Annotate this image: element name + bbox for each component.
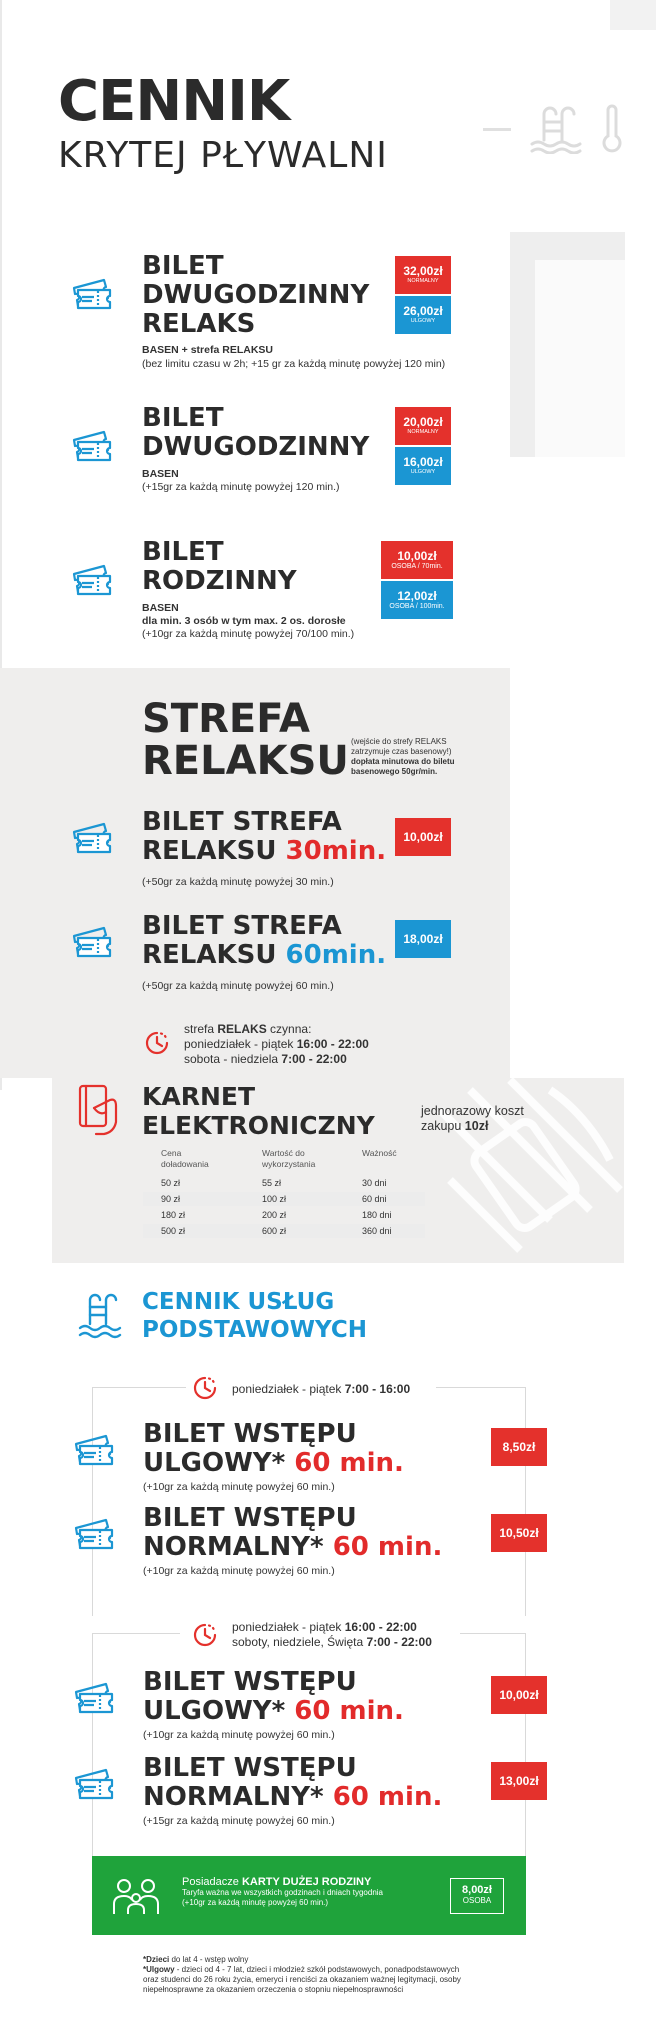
ticket-icon xyxy=(70,924,116,960)
price-badge-normal: 20,00zł NORMALNY xyxy=(395,407,451,445)
card-hand-icon xyxy=(76,1082,126,1138)
footnotes: *Dzieci do lat 4 - wstęp wolny *Ulgowy - dzieci od 4 - 7 lat, dzieci i młodzież szkół podstawowych, ponadpodstawowych oraz studenci do 26 roku życia, emeryci i renciści za okazaniem ważnej legitymacji, osoby niepełnosprawne za okazaniem orzeczenia o stopniu niepełnosprawności xyxy=(143,1955,461,1994)
ticket-title: BILET RODZINNY xyxy=(142,537,297,596)
price-badge-100min: 12,00zł OSOBA / 100min. xyxy=(381,581,453,619)
ticket-icon xyxy=(70,276,116,312)
entry-ticket-title: BILET WSTĘPU NORMALNY* 60 min. xyxy=(143,1753,443,1812)
page-title: CENNIK xyxy=(58,69,290,134)
entry-ticket-title: BILET WSTĘPU ULGOWY* 60 min. xyxy=(143,1419,404,1478)
pool-ladder-icon xyxy=(78,1290,126,1340)
karnet-hand-pattern xyxy=(430,1070,624,1270)
ticket-title: BILET DWUGODZINNY RELAKS xyxy=(142,251,370,339)
ticket-desc: (+15gr za każdą minutę powyżej 120 min.) xyxy=(142,481,340,493)
ticket-desc: (+10gr za każdą minutę powyżej 70/100 min.) xyxy=(142,628,355,640)
ticket-desc-bold: BASEN xyxy=(142,468,179,480)
karnet-col-header: Wartość do wykorzystania xyxy=(262,1148,316,1169)
relax-note: (wejście do strefy RELAKS zatrzymuje czas basenowy!) dopłata minutowa do biletu basenowego 50gr/min. xyxy=(351,737,455,776)
ticket-icon xyxy=(72,1680,118,1716)
period-hours: poniedziałek - piątek 7:00 - 16:00 xyxy=(232,1382,411,1396)
family-card-price: 8,00zł OSOBA xyxy=(450,1878,504,1914)
ticket-desc: (+10gr za każdą minutę powyżej 60 min.) xyxy=(143,1481,335,1493)
ticket-icon xyxy=(70,820,116,856)
table-row: 50 zł 55 zł 30 dni xyxy=(161,1178,387,1188)
price-badge: 10,00zł xyxy=(491,1676,547,1714)
price-badge: 10,50zł xyxy=(491,1514,547,1552)
price-badge: 8,50zł xyxy=(491,1428,547,1466)
thermometer-icon xyxy=(600,104,624,154)
price-badge: 10,00zł xyxy=(395,818,451,856)
price-badge-reduced: 16,00zł ULGOWY xyxy=(395,447,451,485)
price-badge-normal: 32,00zł NORMALNY xyxy=(395,256,451,294)
ticket-icon xyxy=(72,1766,118,1802)
family-card-text: Posiadacze KARTY DUŻEJ RODZINY Taryfa ważna we wszystkich godzinach i dniach tygodnia (+10gr za każdą minutę powyżej 60 min.) xyxy=(182,1876,383,1907)
ticket-desc: (+10gr za każdą minutę powyżej 60 min.) xyxy=(143,1565,335,1577)
ticket-icon xyxy=(70,562,116,598)
price-badge-reduced: 26,00zł ULGOWY xyxy=(395,296,451,334)
ticket-desc: (+15gr za każdą minutę powyżej 60 min.) xyxy=(143,1815,335,1827)
relax-ticket-title: BILET STREFA RELAKSU 60min. xyxy=(142,911,387,970)
entry-ticket-title: BILET WSTĘPU NORMALNY* 60 min. xyxy=(143,1503,443,1562)
ticket-icon xyxy=(72,1432,118,1468)
deco-white-inset xyxy=(535,260,625,457)
karnet-col-header: Cena doładowania xyxy=(161,1148,209,1169)
karnet-cost: jednorazowy koszt zakupu 10zł xyxy=(421,1104,524,1133)
price-badge-70min: 10,00zł OSOBA / 70min. xyxy=(381,541,453,579)
ticket-desc-bold: dla min. 3 osób w tym max. 2 os. dorosłe xyxy=(142,615,346,627)
clock-icon xyxy=(192,1375,218,1401)
basic-title: CENNIK USŁUG PODSTAWOWYCH xyxy=(142,1289,367,1343)
ticket-desc-bold: BASEN xyxy=(142,602,179,614)
table-row: 90 zł 100 zł 60 dni xyxy=(143,1192,425,1206)
relax-hours: strefa RELAKS czynna: poniedziałek - piątek 16:00 - 22:00 sobota - niedziela 7:00 - 22:00 xyxy=(184,1022,369,1066)
top-right-strip xyxy=(610,0,656,30)
ticket-desc: (+50gr za każdą minutę powyżej 60 min.) xyxy=(142,980,334,992)
table-row: 500 zł 600 zł 360 dni xyxy=(143,1224,425,1238)
price-badge: 13,00zł xyxy=(491,1762,547,1800)
table-row: 180 zł 200 zł 180 dni xyxy=(161,1210,392,1220)
family-card-banner xyxy=(92,1856,526,1935)
ticket-desc: (+50gr za każdą minutę powyżej 30 min.) xyxy=(142,876,334,888)
ticket-desc: (+10gr za każdą minutę powyżej 60 min.) xyxy=(143,1729,335,1741)
karnet-col-header: Ważność xyxy=(362,1148,397,1158)
karnet-title: KARNET ELEKTRONICZNY xyxy=(142,1082,375,1140)
pool-ladder-icon xyxy=(530,104,586,154)
ticket-icon xyxy=(70,428,116,464)
clock-icon xyxy=(144,1030,170,1056)
ticket-desc-bold: BASEN + strefa RELAKSU xyxy=(142,344,273,356)
ticket-desc: (bez limitu czasu w 2h; +15 gr za każdą minutę powyżej 120 min) xyxy=(142,358,446,370)
relax-ticket-title: BILET STREFA RELAKSU 30min. xyxy=(142,807,387,866)
relax-title: STREFA RELAKSU xyxy=(142,696,349,784)
price-badge: 18,00zł xyxy=(395,920,451,958)
ticket-title: BILET DWUGODZINNY xyxy=(142,403,370,462)
period-hours: poniedziałek - piątek 16:00 - 22:00 soboty, niedziele, Święta 7:00 - 22:00 xyxy=(232,1620,432,1649)
clock-icon xyxy=(192,1622,218,1648)
header-divider xyxy=(483,128,511,131)
ticket-icon xyxy=(72,1516,118,1552)
family-icon xyxy=(112,1876,160,1916)
entry-ticket-title: BILET WSTĘPU ULGOWY* 60 min. xyxy=(143,1667,404,1726)
page-subtitle: KRYTEJ PŁYWALNI xyxy=(58,135,388,176)
